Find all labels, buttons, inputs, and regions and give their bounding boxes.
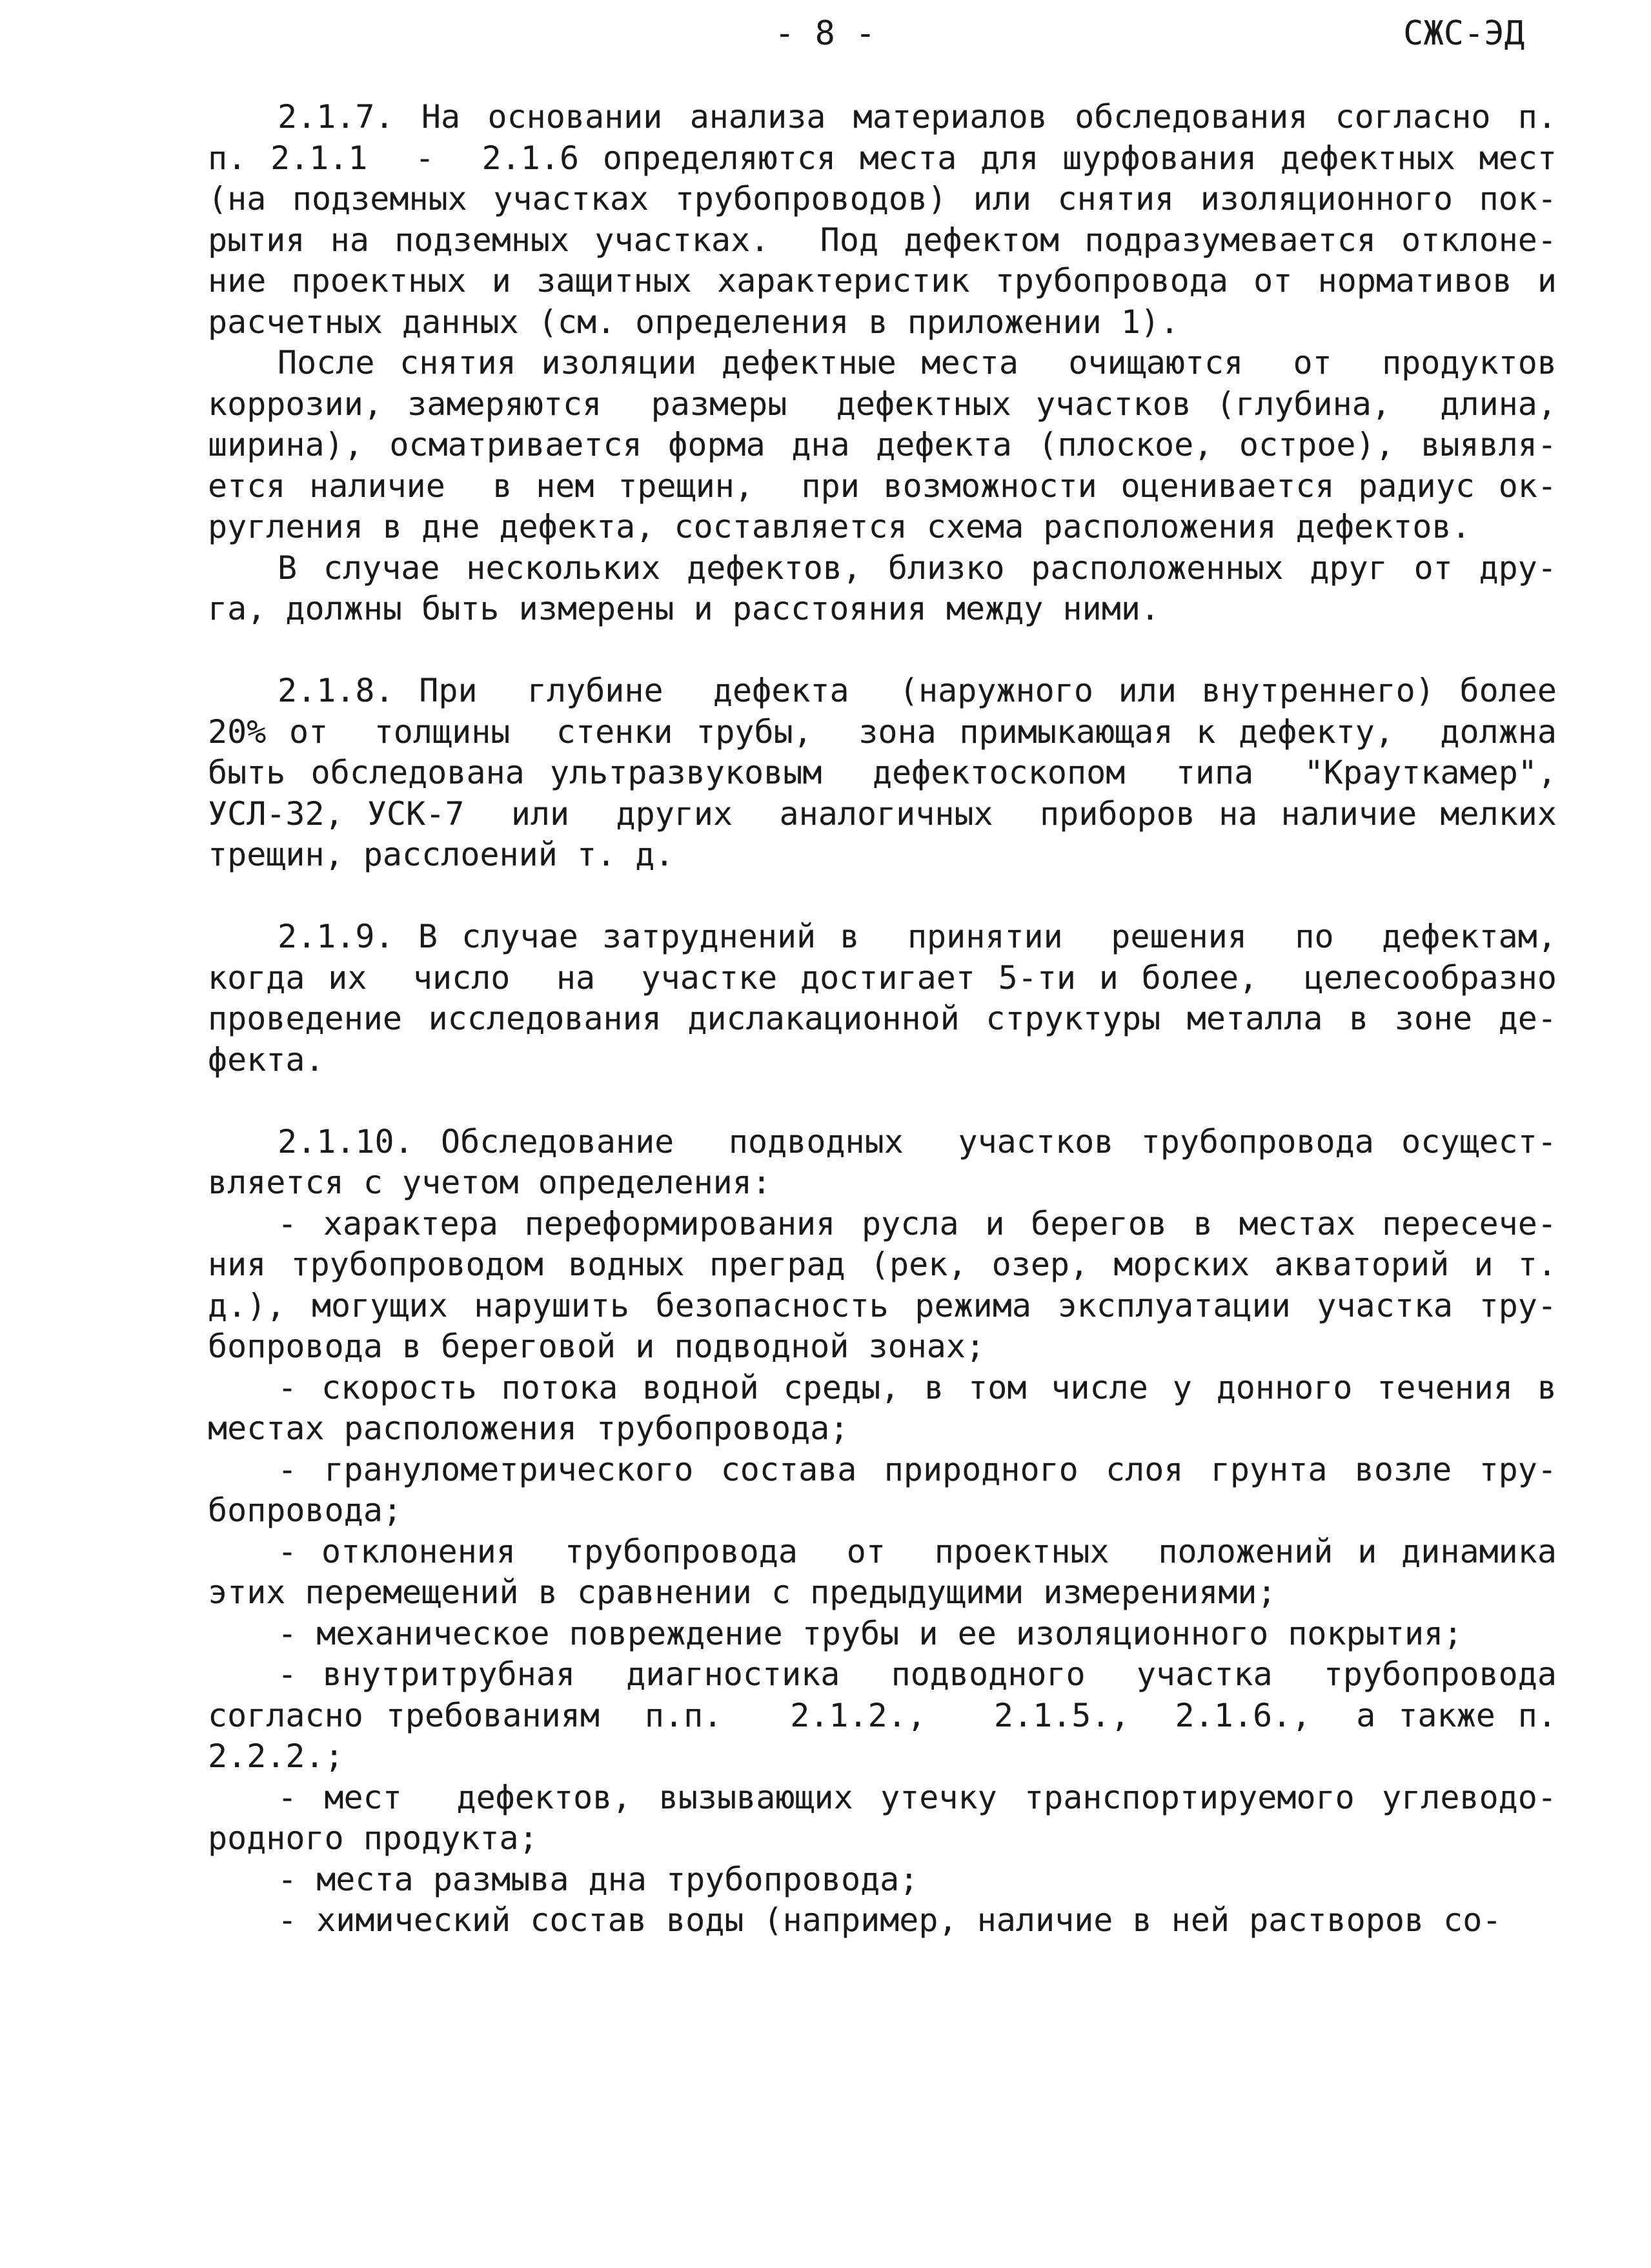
- text-line: - мест дефектов, вызывающих утечку транспортируемого углеводо-: [278, 1778, 1557, 1816]
- paragraph-p-2-1-9: [208, 916, 1557, 1080]
- text-line: фекта.: [208, 1040, 325, 1078]
- text-line: - химический состав воды (например, наличие в ней растворов со-: [278, 1901, 1502, 1939]
- text-line: - скорость потока водной среды, в том числе у донного течения в: [278, 1368, 1557, 1406]
- paragraph-p-several-defects: [208, 548, 1557, 630]
- text-line: согласно требованиям п.п. 2.1.2., 2.1.5., 2.1.6., а также п.: [208, 1696, 1557, 1734]
- text-line: 2.1.8. При глубине дефекта (наружного или внутреннего) более: [278, 672, 1557, 709]
- text-line: когда их число на участке достигает 5-ти и более, целесообразно: [208, 958, 1557, 997]
- text-line: - внутритрубная диагностика подводного участка трубопровода: [278, 1655, 1557, 1693]
- document-body: [208, 97, 1557, 1941]
- text-line: 2.1.10. Обследование подводных участков трубопровода осущест-: [278, 1122, 1557, 1160]
- text-line: ругления в дне дефекта, составляется схема расположения дефектов.: [208, 508, 1471, 545]
- paragraph-p-2-1-10: [208, 1122, 1557, 1941]
- text-line: 20% от толщины стенки трубы, зона примыкающая к дефекту, должна: [208, 713, 1557, 751]
- paragraph-p-2-1-7: [208, 97, 1557, 343]
- text-line: бопровода в береговой и подводной зонах;: [208, 1328, 986, 1365]
- text-line: га, должны быть измерены и расстояния между ними.: [208, 590, 1160, 627]
- text-line: - характера переформирования русла и берегов в местах пересече-: [278, 1204, 1557, 1242]
- paragraph-gap: [208, 1080, 1557, 1122]
- paragraph-p-after-removal: [208, 343, 1557, 548]
- paragraph-p-2-1-8: [208, 671, 1557, 876]
- text-line: 2.2.2.;: [208, 1737, 344, 1775]
- text-line: расчетных данных (см. определения в приложении 1).: [208, 303, 1180, 341]
- text-line: В случае нескольких дефектов, близко расположенных друг от дру-: [278, 549, 1557, 587]
- text-line: - гранулометрического состава природного слоя грунта возле тру-: [278, 1450, 1557, 1488]
- text-line: бопровода;: [208, 1492, 403, 1529]
- text-line: ется наличие в нем трещин, при возможности оценивается радиус ок-: [208, 467, 1557, 505]
- text-line: УСЛ-32, УСК-7 или других аналогичных приборов на наличие мелких: [208, 795, 1557, 833]
- document-code: СЖС-ЭД: [1403, 14, 1524, 53]
- text-line: местах расположения трубопровода;: [208, 1410, 849, 1447]
- text-line: п. 2.1.1 - 2.1.6 определяются места для шурфования дефектных мест: [208, 139, 1557, 177]
- text-line: 2.1.7. На основании анализа материалов обследования согласно п.: [278, 98, 1557, 136]
- text-line: ние проектных и защитных характеристик трубопровода от нормативов и: [208, 262, 1557, 299]
- text-line: - отклонения трубопровода от проектных положений и динамика: [278, 1532, 1557, 1570]
- text-line: - места размыва дна трубопровода;: [278, 1860, 919, 1898]
- text-line: рытия на подземных участках. Под дефектом подразумевается отклоне-: [208, 221, 1557, 259]
- text-line: ния трубопроводом водных преград (рек, озер, морских акваторий и т.: [208, 1246, 1557, 1283]
- text-line: этих перемещений в сравнении с предыдущими измерениями;: [208, 1574, 1277, 1611]
- text-line: - механическое повреждение трубы и ее изоляционного покрытия;: [278, 1614, 1463, 1652]
- paragraph-gap: [208, 876, 1557, 917]
- text-line: (на подземных участках трубопроводов) или снятия изоляционного пок-: [208, 180, 1557, 218]
- text-line: коррозии, замеряются размеры дефектных участков (глубина, длина,: [208, 385, 1557, 423]
- page-number: - 8 -: [775, 14, 876, 53]
- text-line: ширина), осматривается форма дна дефекта (плоское, острое), выявля-: [208, 426, 1557, 463]
- text-line: родного продукта;: [208, 1819, 538, 1857]
- page-header: [0, 14, 1651, 66]
- text-line: быть обследована ультразвуковым дефектоскопом типа "Крауткамер",: [208, 754, 1557, 791]
- text-line: трещин, расслоений т. д.: [208, 836, 674, 873]
- text-line: проведение исследования дислакационной структуры металла в зоне де-: [208, 1000, 1557, 1037]
- text-line: д.), могущих нарушить безопасность режима эксплуатации участка тру-: [208, 1286, 1557, 1324]
- text-line: После снятия изоляции дефектные места очищаются от продуктов: [278, 344, 1557, 381]
- paragraph-gap: [208, 630, 1557, 671]
- text-line: 2.1.9. В случае затруднений в принятии решения по дефектам,: [278, 918, 1557, 955]
- text-line: вляется с учетом определения:: [208, 1164, 771, 1201]
